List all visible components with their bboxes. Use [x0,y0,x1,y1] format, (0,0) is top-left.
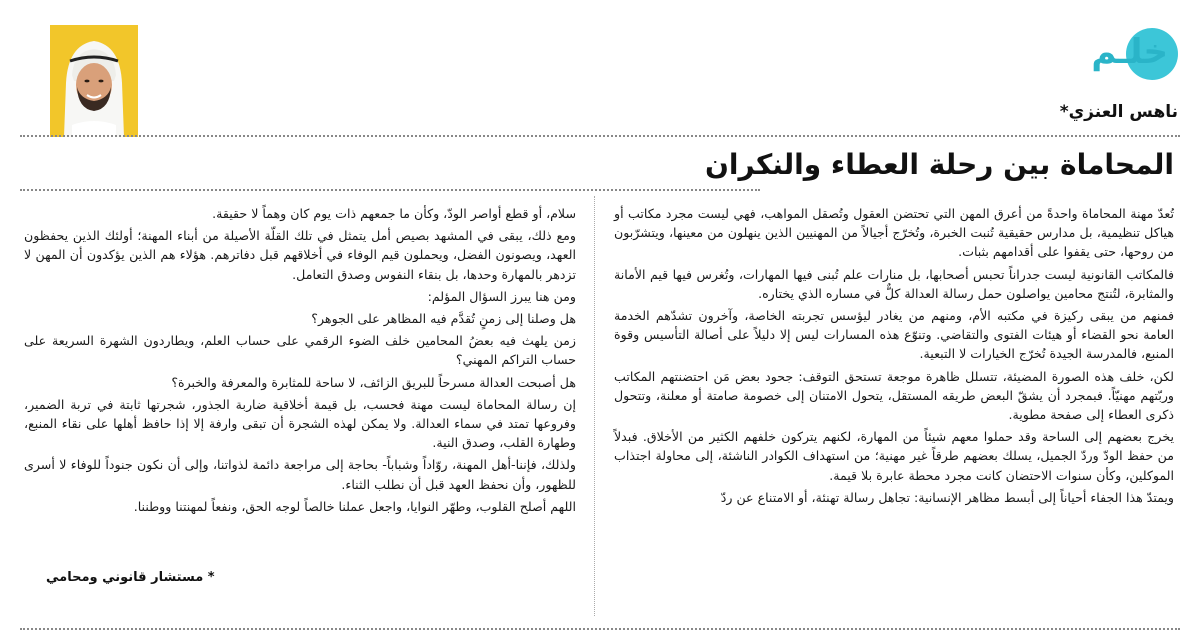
column-logo-text: خلـم [1091,32,1168,72]
paragraph: تُعدّ مهنة المحاماة واحدةً من أعرق المهن التي تحتضن العقول وتُصقل المواهب، فهي ليست مجرد مكاتب أو هياكل تنظيمية، بل مدارس حقيقية تُنبت الخبرة، وتُخرّج أجيالاً من المهنيين الذين ينهلون من معينها، ويتشرّبون من روحها، حتى يقفوا على أقدامهم بثبات. [614,206,1174,260]
paragraph: ومع ذلك، يبقى في المشهد بصيص أمل يتمثل في تلك القلّة الأصيلة من أبناء المهنة؛ أولئك الذين يحفظون العهد، ويصونون الفضل، ويحملون قيم الوفاء في أخلاقهم قبل دفاترهم. هؤلاء هم الذين يؤكدون أن المهن لا تزدهر بالمهارة وحدها، بل بنقاء النفوس وصدق التعامل. [24,228,576,282]
paragraph: اللهم أصلح القلوب، وطهّر النوايا، واجعل عملنا خالصاً لوجه الحق، ونفعاً لمهنتنا ووطننا. [133,498,576,514]
paragraph: إن رسالة المحاماة ليست مهنة فحسب، بل قيمة أخلاقية ضاربة الجذور، شجرتها ثابتة في تربة الضمير، وفروعها تمتد في سماء العدالة. ولا يمكن لهذه الشجرة أن تبقى وارفة إلا إذا حافظ أهلها على نقاء المنبع، وطهارة القلب، وصدق النية. [24,396,576,451]
paragraph: ويمتدّ هذا الجفاء أحياناً إلى أبسط مظاهر الإنسانية: تجاهل رسالة تهنئة، أو الامتناع عن ردّ [720,489,1174,505]
paragraph: زمن يلهث فيه بعضُ المحامين خلف الضوء الرقمي على حساب العلم، ويطاردون الشهرة السريعة على حساب التراكم المهني؟ [24,333,576,368]
article-headline: المحاماة بين رحلة العطاء والنكران [705,148,1174,181]
paragraph: هل وصلنا إلى زمنٍ تُقدَّم فيه المظاهر على الجوهر؟ [311,311,576,327]
paragraph: ومن هنا يبرز السؤال المؤلم: [427,288,576,304]
column-logo [1028,28,1178,84]
author-photo [50,25,138,137]
column-divider [594,196,595,616]
paragraph: ولذلك، فإننا-أهل المهنة، روّاداً وشباباً- بحاجة إلى مراجعة دائمة لذواتنا، وإلى أن نكون جنوداً للوفاء لا أسرى للظهور، وأن نحفظ العهد قبل أن نطلب الثناء. [24,457,576,492]
author-name: ناهس العنزي* [1059,102,1178,122]
headline-divider [20,189,760,191]
right-text-column [614,204,1174,510]
bottom-divider [20,628,1180,630]
paragraph: هل أصبحت العدالة مسرحاً للبريق الزائف، لا ساحة للمثابرة والمعرفة والخبرة؟ [171,374,576,390]
left-text-column [24,204,576,519]
paragraph: فمنهم من يبقى ركيزة في مكتبه الأم، ومنهم من يغادر ليؤسس تجربته الخاصة، وآخرون تشدّهم الخدمة العامة نحو القضاء أو هيئات الفتوى والتقاضي. وتنوّع هذه المسارات ليس إلا دليلاً على أصالة التأسيس وقوة المنبع، فالمدرسة الجيدة تُخرّج الخيارات لا التبعية. [614,308,1174,362]
paragraph: سلام، أو قطع أواصر الودّ، وكأن ما جمعهم ذات يوم كان وهماً لا حقيقة. [212,206,576,221]
author-signature: * مستشار قانوني ومحامي [46,570,215,585]
top-divider [20,135,1180,137]
paragraph: فالمكاتب القانونية ليست جدراناً تحبس أصحابها، بل منارات علم تُبنى فيها المهارات، وتُغرس فيها قيم الأمانة والمثابرة، لتُنتج محامين يواصلون حمل رسالة العدالة كلٌّ في مساره الذي يختاره. [614,266,1174,301]
paragraph: لكن، خلف هذه الصورة المضيئة، تتسلل ظاهرة موجعة تستحق التوقف: جحود بعض مَن احتضنتهم المكاتب وربّتهم مهنيّاً. فبمجرد أن يشقّ البعض طريقه المستقل، يتحول الامتنان إلى خصومة صامتة أو معلنة، وتتحول ذكرى العطاء إلى صفحة مطوية. [614,368,1174,423]
paragraph: يخرج بعضهم إلى الساحة وقد حملوا معهم شيئاً من المهارة، لكنهم يتركون خلفهم الكثير من الأخلاق. فبدلاً من حفظ الودّ وردّ الجميل، يسلك بعضهم طرقاً غير مهنية؛ من استهداف الكوادر الناشئة، إلى محاولة اجتذاب الموكلين، وكأن سنوات الاحتضان كانت مجرد محطة عابرة بلا قيمة. [614,429,1174,483]
